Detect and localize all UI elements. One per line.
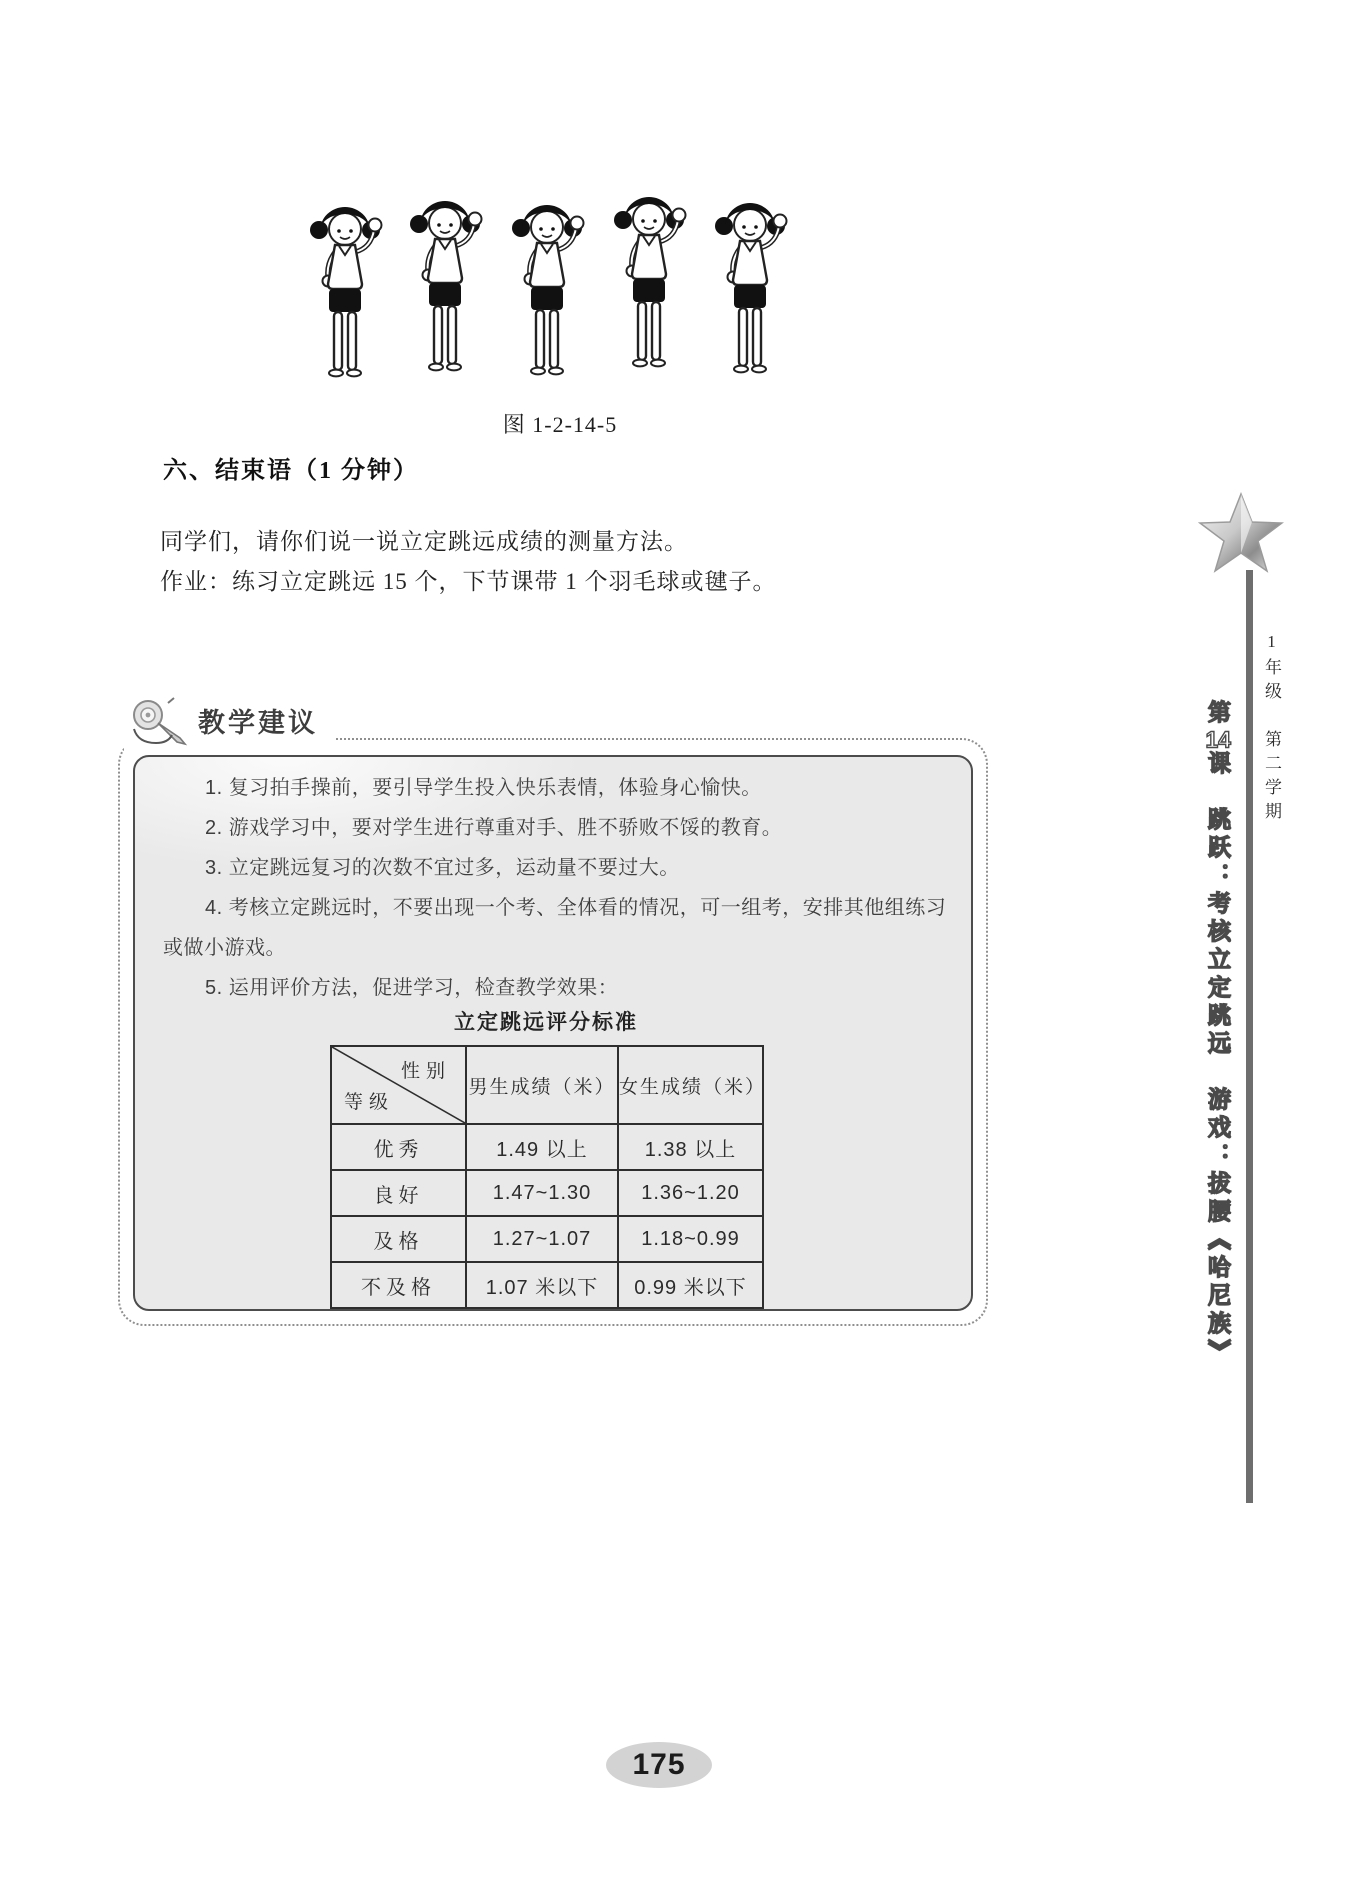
page-number-badge [606,1742,712,1788]
corner-label-gender: 性别 [400,1061,451,1082]
score-table [330,1045,767,1309]
boys-value-cell: 1.47~1.30 [466,1170,618,1216]
table-row [331,1124,763,1170]
girls-value-cell: 1.18~0.99 [618,1216,763,1262]
figure-caption: 图 1-2-14-5 [502,412,618,437]
section-heading: 六、结束语（1 分钟） [163,458,419,484]
sidebar-grade-label: 1年级 第二学期 [1262,632,1281,826]
suggestion-item: 1. 复习拍手操前，要引导学生投入快乐表情，体验身心愉快。 [205,777,762,799]
star-icon [1198,492,1284,576]
suggestion-box-title: 教学建议 [198,707,318,738]
table-row [331,1170,763,1216]
grade-cell: 及格 [331,1216,466,1262]
boys-value-cell: 1.49 以上 [466,1124,618,1170]
grade-cell: 良好 [331,1170,466,1216]
children-illustration [295,158,800,403]
boys-value-cell: 1.27~1.07 [466,1216,618,1262]
suggestion-item: 4. 考核立定跳远时，不要出现一个考、全体看的情况，可一组考，安排其他组练习或做小游戏。 [163,897,947,959]
table-row [331,1262,763,1308]
pencil-scroll-icon [128,691,190,749]
boys-value-cell: 1.07 米以下 [466,1262,618,1308]
suggestion-box-header [124,688,334,752]
girls-value-cell: 1.36~1.20 [618,1170,763,1216]
table-corner-cell [331,1046,466,1124]
lesson-prefix: 第 [1205,700,1231,728]
column-header-girls: 女生成绩（米） [618,1046,763,1124]
girls-value-cell: 0.99 米以下 [618,1262,763,1308]
suggestion-item: 5. 运用评价方法，促进学习，检查教学效果： [205,977,619,999]
grade-cell: 不及格 [331,1262,466,1308]
paragraph: 作业：练习立定跳远 15 个，下节课带 1 个羽毛球或毽子。 [160,569,777,594]
table-row [331,1216,763,1262]
lesson-number: 14 [1205,728,1231,751]
suggestion-item: 2. 游戏学习中，要对学生进行尊重对手、胜不骄败不馁的教育。 [205,817,783,839]
page-number: 175 [632,1748,686,1781]
score-table-title: 立定跳远评分标准 [454,1011,638,1034]
paragraph: 同学们，请你们说一说立定跳远成绩的测量方法。 [160,529,688,554]
sidebar-lesson-label [1202,700,1235,1500]
grade-cell: 优秀 [331,1124,466,1170]
girls-value-cell: 1.38 以上 [618,1124,763,1170]
suggestion-list [163,768,953,1008]
table-header-row [331,1046,763,1124]
lesson-suffix: 课 跳跃：考核立定跳远 游戏：拔腰《哈尼族》 [1205,751,1231,1367]
sidebar-rule [1246,570,1253,1503]
corner-label-grade: 等级 [344,1092,395,1113]
column-header-boys: 男生成绩（米） [466,1046,618,1124]
suggestion-item: 3. 立定跳远复习的次数不宜过多，运动量不要过大。 [205,857,680,879]
